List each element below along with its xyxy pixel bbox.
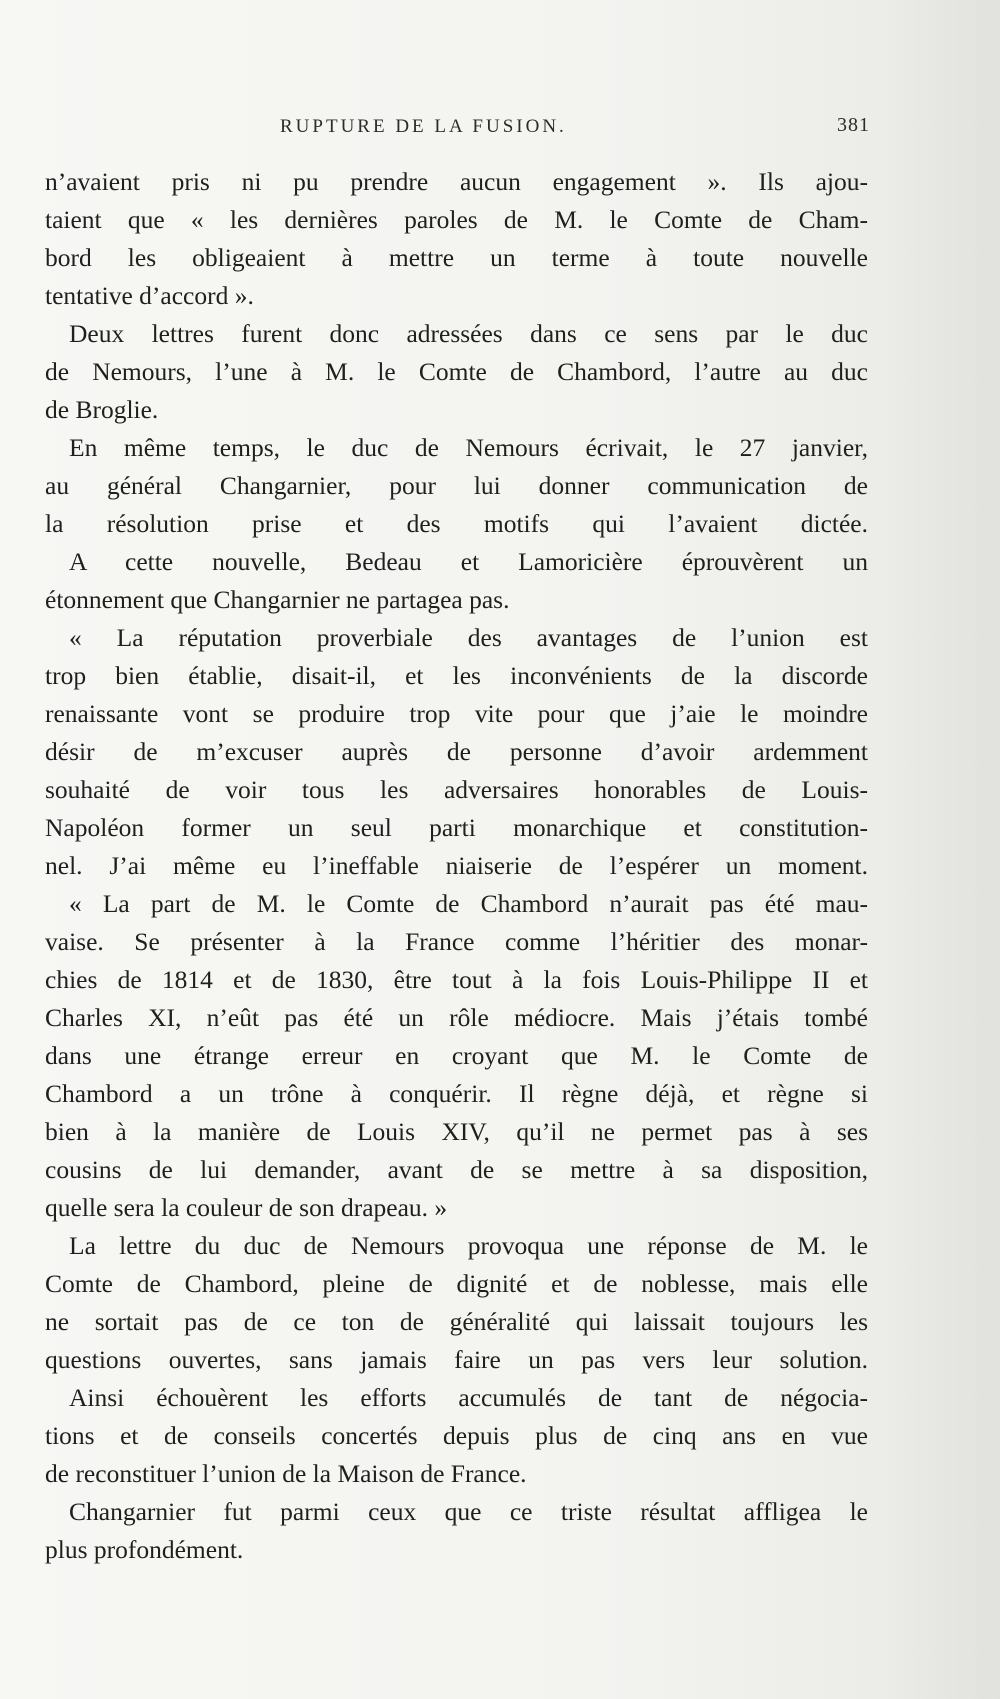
text-line: plus profondément. [45,1535,244,1564]
text-line: Changarnier fut parmi ceux que ce triste résultat affligea le [69,1497,868,1526]
text-line: de Nemours, l’une à M. le Comte de Chambord, l’autre au duc [45,357,868,386]
text-line: dans une étrange erreur en croyant que M. le Comte de [45,1041,868,1070]
text-line: souhaité de voir tous les adversaires honorables de Louis- [45,775,868,804]
text-line: A cette nouvelle, Bedeau et Lamoricière éprouvèrent un [69,547,868,576]
page-number: 381 [837,114,870,136]
running-head [40,114,870,144]
text-line: taient que « les dernières paroles de M. le Comte de Cham- [45,205,868,234]
text-line: bord les obligeaient à mettre un terme à toute nouvelle [45,243,868,272]
text-line: tentative d’accord ». [45,281,254,310]
text-line: vaise. Se présenter à la France comme l’héritier des monar- [45,927,868,956]
text-line: Ainsi échouèrent les efforts accumulés de tant de négocia- [69,1383,868,1412]
body-text [45,163,868,1569]
text-line: Deux lettres furent donc adressées dans ce sens par le duc [69,319,868,348]
text-line: au général Changarnier, pour lui donner communication de [45,471,868,500]
text-line: En même temps, le duc de Nemours écrivait, le 27 janvier, [69,433,868,462]
text-line: Chambord a un trône à conquérir. Il règne déjà, et règne si [45,1079,868,1108]
text-line: ne sortait pas de ce ton de généralité qui laissait toujours les [45,1307,868,1336]
text-line: nel. J’ai même eu l’ineffable niaiserie de l’espérer un moment. [45,851,868,880]
text-line: désir de m’excuser auprès de personne d’avoir ardemment [45,737,868,766]
page-edge-shadow [880,0,1000,1699]
text-line: cousins de lui demander, avant de se mettre à sa disposition, [45,1155,868,1184]
text-line: « La part de M. le Comte de Chambord n’aurait pas été mau- [69,889,868,918]
text-line: Charles XI, n’eût pas été un rôle médiocre. Mais j’étais tombé [45,1003,868,1032]
text-line: quelle sera la couleur de son drapeau. » [45,1193,448,1222]
text-line: « La réputation proverbiale des avantages de l’union est [69,623,868,652]
text-line: de reconstituer l’union de la Maison de France. [45,1459,527,1488]
text-line: chies de 1814 et de 1830, être tout à la fois Louis-Philippe II et [45,965,868,994]
text-line: tions et de conseils concertés depuis plus de cinq ans en vue [45,1421,868,1450]
text-line: n’avaient pris ni pu prendre aucun engagement ». Ils ajou- [45,167,868,196]
text-line: Comte de Chambord, pleine de dignité et de noblesse, mais elle [45,1269,868,1298]
text-line: Napoléon former un seul parti monarchique et constitution- [45,813,868,842]
text-line: bien à la manière de Louis XIV, qu’il ne permet pas à ses [45,1117,868,1146]
text-line: trop bien établie, disait-il, et les inconvénients de la discorde [45,661,868,690]
text-line: renaissante vont se produire trop vite pour que j’aie le moindre [45,699,868,728]
text-line: la résolution prise et des motifs qui l’avaient dictée. [45,509,868,538]
text-line: étonnement que Changarnier ne partagea pas. [45,585,510,614]
running-title: RUPTURE DE LA FUSION. [280,116,567,137]
text-line: La lettre du duc de Nemours provoqua une réponse de M. le [69,1231,868,1260]
text-line: questions ouvertes, sans jamais faire un pas vers leur solution. [45,1345,868,1374]
text-line: de Broglie. [45,395,159,424]
